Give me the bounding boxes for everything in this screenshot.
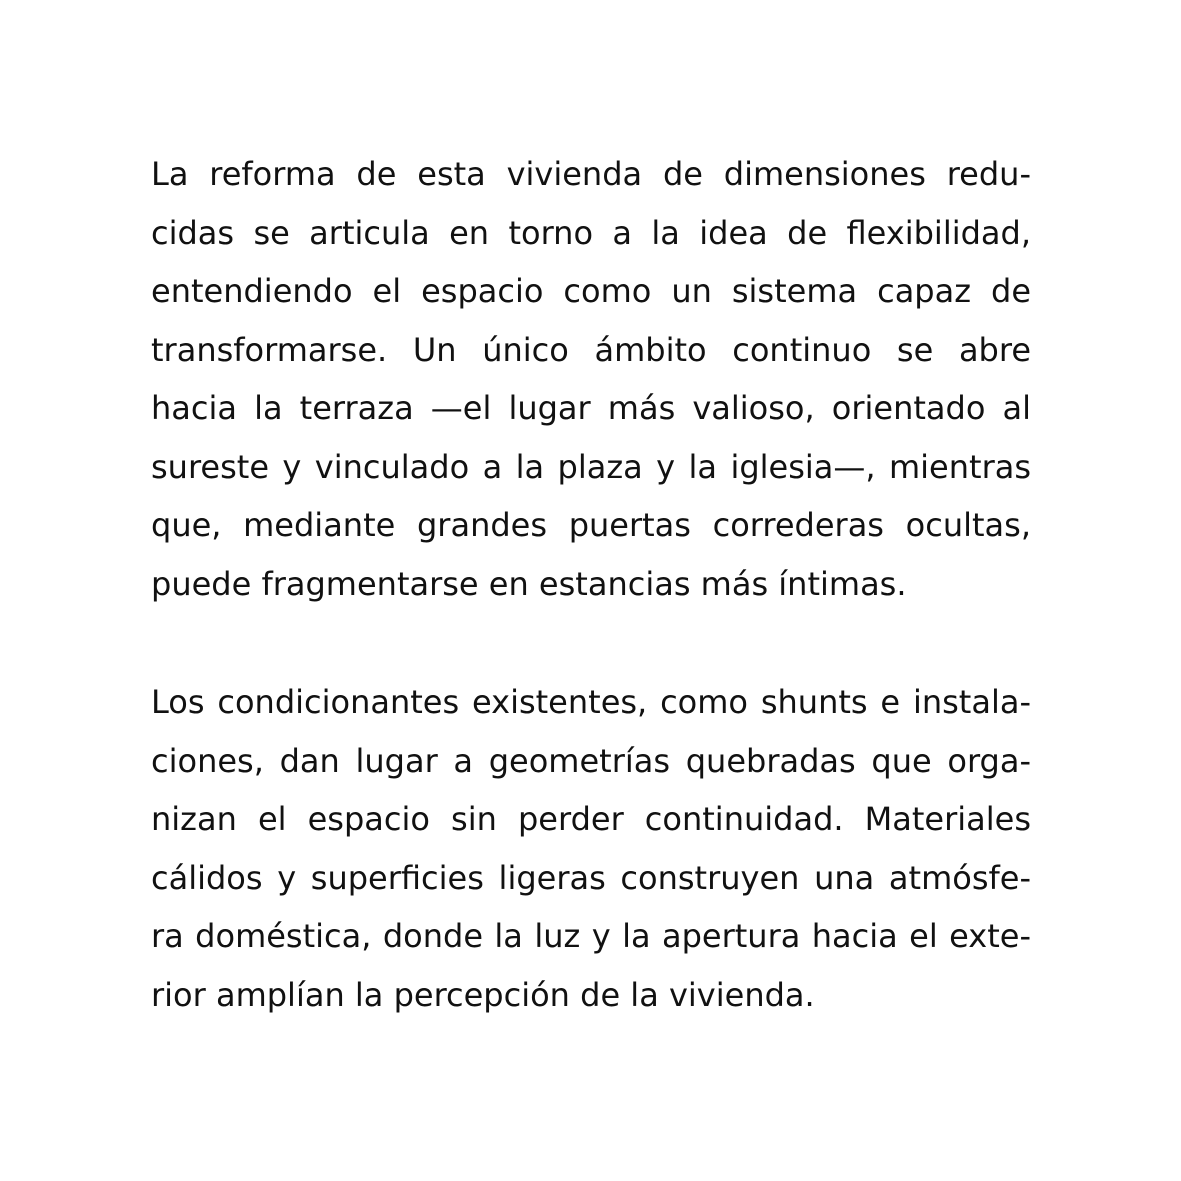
paragraph-line: cidas se articula en torno a la idea de flexibilidad, — [151, 213, 1031, 252]
paragraph-line: nizan el espacio sin perder continuidad. Materiales — [151, 800, 1031, 838]
paragraph-line: hacia la terraza —el lugar más valioso, orientado al — [151, 389, 1031, 427]
paragraph-1 — [151, 145, 1031, 613]
paragraph-line: rior amplían la percepción de la vivienda. — [151, 975, 815, 1014]
paragraph-line: ra doméstica, donde la luz y la apertura hacia el exte- — [151, 917, 1031, 955]
paragraph-line: La reforma de esta vivienda de dimensiones redu- — [151, 155, 1031, 193]
paragraph-line: transformarse. Un único ámbito continuo se abre — [151, 330, 1031, 369]
paragraph-line: puede fragmentarse en estancias más íntimas. — [151, 564, 907, 603]
paragraph-line: ciones, dan lugar a geometrías quebradas que orga- — [151, 741, 1031, 780]
paragraph-line: entendiendo el espacio como un sistema capaz de — [151, 272, 1031, 310]
paragraph-line: Los condicionantes existentes, como shunts e instala- — [151, 683, 1031, 721]
paragraph-2 — [151, 673, 1031, 1024]
paragraph-line: que, mediante grandes puertas correderas ocultas, — [151, 506, 1031, 544]
paragraph-line: cálidos y superficies ligeras construyen una atmósfe- — [151, 858, 1031, 897]
paragraph-line: sureste y vinculado a la plaza y la iglesia—, mientras — [151, 447, 1031, 486]
